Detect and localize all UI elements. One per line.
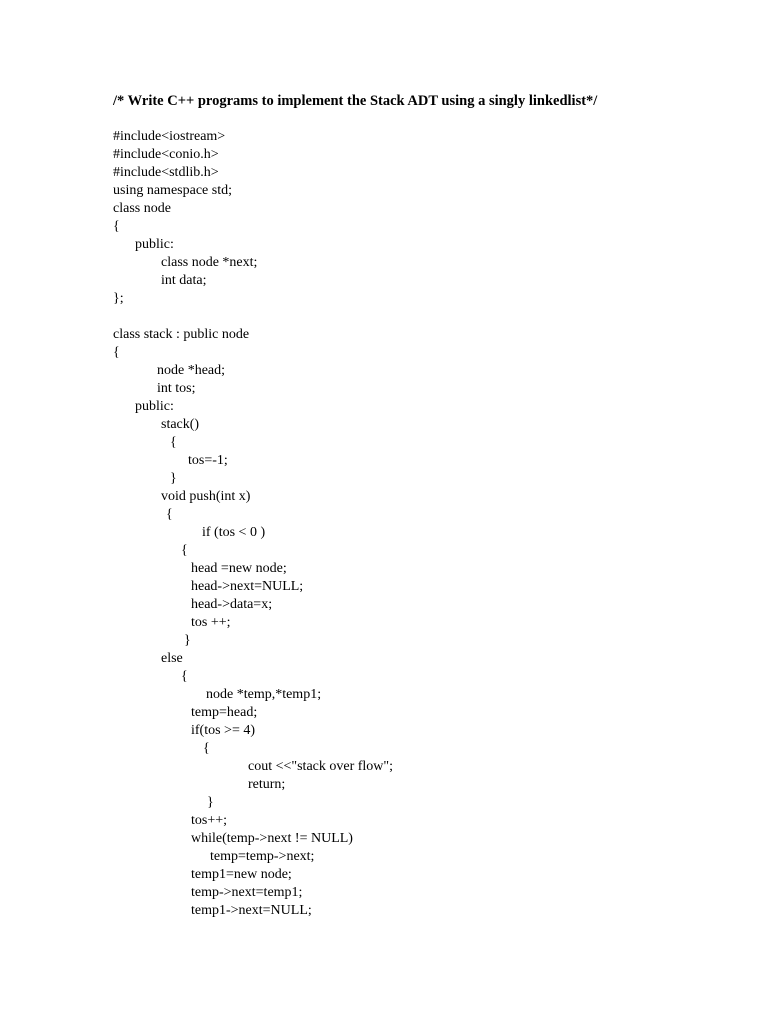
- code-line: };: [113, 291, 124, 306]
- code-line: }: [184, 633, 191, 648]
- code-line: public:: [135, 237, 174, 252]
- code-line: cout <<"stack over flow";: [248, 759, 394, 774]
- code-line: temp=temp->next;: [210, 849, 315, 864]
- code-line: temp->next=temp1;: [191, 885, 303, 900]
- document-title: /* Write C++ programs to implement the Stack ADT using a singly linkedlist*/: [113, 93, 598, 109]
- code-line: tos=-1;: [188, 453, 228, 468]
- code-line: int data;: [161, 273, 207, 288]
- code-line: stack(): [161, 417, 200, 432]
- code-line: class node *next;: [161, 255, 258, 270]
- code-line: tos ++;: [191, 615, 231, 630]
- code-line: head =new node;: [191, 561, 287, 576]
- code-line: #include<stdlib.h>: [113, 165, 219, 180]
- code-line: using namespace std;: [113, 183, 232, 198]
- code-line: {: [166, 507, 173, 522]
- code-line: {: [113, 219, 120, 234]
- code-line: }: [170, 471, 177, 486]
- code-line: return;: [248, 777, 286, 792]
- code-line: temp1->next=NULL;: [191, 903, 312, 918]
- code-line: head->next=NULL;: [191, 579, 304, 594]
- code-line: public:: [135, 399, 174, 414]
- code-line: {: [181, 669, 188, 684]
- code-line: node *temp,*temp1;: [206, 687, 322, 702]
- code-line: else: [161, 651, 183, 666]
- code-line: {: [113, 345, 120, 360]
- code-line: {: [181, 543, 188, 558]
- code-line: temp=head;: [191, 705, 258, 720]
- code-line: {: [203, 741, 210, 756]
- code-line: }: [207, 795, 214, 810]
- code-line: temp1=new node;: [191, 867, 292, 882]
- code-line: {: [170, 435, 177, 450]
- code-line: tos++;: [191, 813, 228, 828]
- code-line: #include<iostream>: [113, 129, 226, 144]
- code-line: void push(int x): [161, 489, 251, 504]
- code-line: head->data=x;: [191, 597, 273, 612]
- code-line: node *head;: [157, 363, 226, 378]
- code-line: if(tos >= 4): [191, 723, 256, 738]
- code-line: class node: [113, 201, 171, 216]
- code-line: class stack : public node: [113, 327, 250, 342]
- code-line: if (tos < 0 ): [202, 525, 266, 540]
- code-line: #include<conio.h>: [113, 147, 219, 162]
- code-line: int tos;: [157, 381, 196, 396]
- code-line: while(temp->next != NULL): [191, 831, 353, 846]
